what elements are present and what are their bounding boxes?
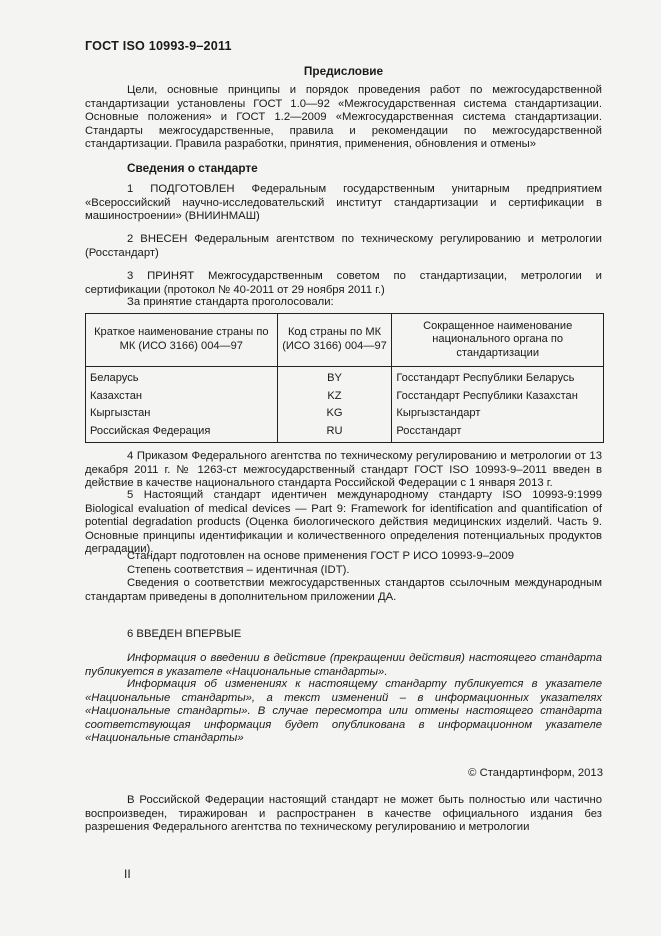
header-national-body: Сокращенное наименование национального органа по стандартизации: [392, 314, 604, 367]
country-name: Кыргызстан: [86, 405, 278, 423]
header-country-code: Код страны по МК (ИСО 3166) 004—97: [277, 314, 392, 367]
country-code: KG: [277, 405, 392, 423]
voted-label: За принятие стандарта проголосовали:: [127, 296, 334, 308]
country-code: BY: [277, 367, 392, 388]
rights-paragraph: В Российской Федерации настоящий стандарт не может быть полностью или частично воспроизведен, тиражирован и распространен в качестве официального издания без разрешения Федерального агентства по техническому регулированию и метрологии: [85, 794, 602, 834]
about-standard-title: Сведения о стандарте: [127, 161, 258, 175]
foreword-paragraph: Цели, основные принципы и порядок проведения работ по межгосударственной стандартизации установлены ГОСТ 1.0—92 «Межгосударственная система стандартизации. Основные положения» и ГОСТ 1.2—2009 «Межгосударственная система стандартизации. Стандарты межгосударственные, правила и рекомендации по межгосударственной стандартизации. Правила разработки, принятия, применения, обновления и отмены»: [85, 84, 602, 151]
item-1-prepared: 1 ПОДГОТОВЛЕН Федеральным государственным унитарным предприятием «Всероссийский научно-исследовательский институт стандартизации и сертификации в машиностроении» (ВНИИНМАШ): [85, 183, 602, 223]
voting-table: [85, 313, 604, 443]
notice-introduction: Информация о введении в действие (прекращении действия) настоящего стандарта публикуется в указателе «Национальные стандарты».: [85, 652, 602, 678]
item-2-submitted: 2 ВНЕСЕН Федеральным агентством по техническому регулированию и метрологии (Росстандарт): [85, 233, 602, 259]
table-row: [86, 405, 604, 423]
country-name: Беларусь: [86, 367, 278, 388]
copyright-line: © Стандартинформ, 2013: [468, 767, 603, 779]
table-row: [86, 388, 604, 406]
item-6-introduced: 6 ВВЕДЕН ВПЕРВЫЕ: [127, 628, 242, 640]
national-body: Кыргызстандарт: [392, 405, 604, 423]
national-body: Росстандарт: [392, 423, 604, 443]
table-row: [86, 367, 604, 388]
country-name: Российская Федерация: [86, 423, 278, 443]
header-country-name: Краткое наименование страны по МК (ИСО 3166) 004—97: [86, 314, 278, 367]
item-5-identical: 5 Настоящий стандарт идентичен международному стандарту ISO 10993-9:1999 Biological evaluation of medical devices — Part 9: Framework for identification and quantification of potential degradation products (Оценка биологического действия медицинских изделий. Часть 9. Основные принципы идентификации и количественного определения потенциальных продуктов деградации).: [85, 489, 602, 556]
national-body: Госстандарт Республики Беларусь: [392, 367, 604, 388]
country-code: KZ: [277, 388, 392, 406]
notice-changes: Информация об изменениях к настоящему стандарту публикуется в указателе «Национальные стандарты», а текст изменений – в информационных указателях «Национальные стандарты». В случае пересмотра или отмены настоящего стандарта соответствующая информация будет опубликована в информационном указателе «Национальные стандарты»: [85, 678, 602, 745]
item-3-adopted: 3 ПРИНЯТ Межгосударственным советом по стандартизации, метрологии и сертификации (протокол № 40-2011 от 29 ноября 2011 г.): [85, 270, 602, 296]
national-body: Госстандарт Республики Казахстан: [392, 388, 604, 406]
basis-line: Стандарт подготовлен на основе применения ГОСТ Р ИСО 10993-9–2009: [127, 550, 515, 562]
foreword-title: Предисловие: [303, 64, 384, 78]
reference-info: Сведения о соответствии межгосударственных стандартов ссылочным международным стандартам приведены в дополнительном приложении ДА.: [85, 577, 602, 603]
degree-line: Степень соответствия – идентичная (IDT).: [127, 564, 350, 576]
item-4-order: 4 Приказом Федерального агентства по техническому регулированию и метрологии от 13 декабря 2011 г. № 1263-ст межгосударственный стандарт ГОСТ ISO 10993-9–2011 введен в действие в качестве национального стандарта Российской Федерации с 1 января 2013 г.: [85, 450, 602, 490]
table-row: [86, 423, 604, 443]
country-code: RU: [277, 423, 392, 443]
page-number: II: [124, 867, 131, 881]
document-id-header: ГОСТ ISO 10993-9–2011: [85, 39, 232, 53]
country-name: Казахстан: [86, 388, 278, 406]
table-header-row: [86, 314, 604, 367]
